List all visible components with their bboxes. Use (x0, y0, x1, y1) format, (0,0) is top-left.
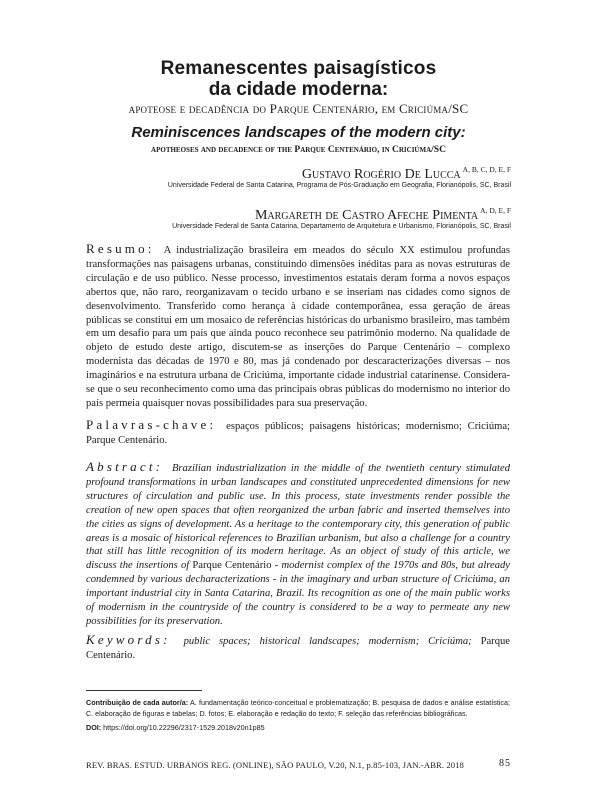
resumo-text: A industrialização brasileira em meados do século XX estimulou profundas transformações nas paisagens urbanas, constituindo dimensões inéditas para as novas estruturas de circulação e de uso público. Nesse processo, investimentos estatais deram forma a novos espaços abertos que, não raro, reorganizavam o tecido urbano e se inseriam nas cidades como signos de desenvolvimento. Transferido como herança à cidade contemporânea, essa geração de áreas públicas se constitui em um mosaico de referências históricas do urbanismo brasileiro, mas também em um desafio para um país que ainda pouco reconhece seu patrimônio moderno. Na qualidade de objeto de estudo deste artigo, discutem-se as inserções do Parque Centenário – complexo modernista das décadas de 1970 e 80, mas já condenado por descaracterizações diversas – nos imaginários e na estrutura urbana de Criciúma, importante cidade industrial catarinense. Considera-se que o seu reconhecimento como uma das principais obras públicas do modernismo no interior do país permeia quaisquer novas possibilidades para sua preservação. (86, 245, 510, 409)
footnote-divider (86, 690, 202, 691)
author-2 (255, 206, 511, 224)
author-1 (302, 165, 511, 183)
english-subtitle: apotheoses and decadence of the Parque Centenário, in Criciúma/SC (151, 145, 446, 155)
keywords-section (86, 633, 510, 663)
abstract-text-end: - modernist complex of the 1970s and 80s, but already condemned by various decharacterizations - in the imaginary and urban structure of Criciúma, an important industrial city in Santa Catarina, Brazil. Its recognition as one of the main public works of modernism in the countryside of the country is considered to be a way to permeate any new possibilities for its preservation. (86, 560, 510, 627)
doi (86, 723, 265, 732)
abstract-label: Abstract: (86, 459, 164, 474)
keywords-text: public spaces; historical landscapes; modernism; Criciúma; (183, 636, 472, 647)
contrib-text: A. fundamentação teórico-conceitual e problematização; B. pesquisa de dados e análise estatística; C. elaboração de figuras e tabelas; D. fotos; E. elaboração e redação do texto; F. seleção das referências bibliográficas. (86, 698, 510, 718)
author-1-affiliation: Universidade Federal de Santa Catarina, Programa de Pós-Graduação em Geografia, Florianópolis, SC, Brasil (167, 182, 511, 189)
keywords-label: Keywords: (86, 632, 171, 647)
author-name: Margareth de Castro Afeche Pimenta (254, 208, 479, 223)
abstract-text: Brazilian industrialization in the middle of the twentieth century stimulated profound transformations in urban landscapes and constituted unprecedented dimensions for new structures of circulation and public use. In this process, state investments render possible the creation of new open spaces that often reorganized the urban fabric and inserted themselves into the cities as signs of development. As a heritage to the contemporary city, this generation of public areas is a mosaic of historical references to Brazilian urbanism, but also a challenge for a country that still has little recognition of its modern heritage. As an object of study of this article, we discuss the insertions of (86, 463, 510, 572)
contrib-label: Contribuição de cada autor/a: (86, 698, 189, 707)
palavras-chave-section (86, 418, 510, 448)
abstract-text-plain: Parque Centenário (192, 560, 272, 572)
english-title: Reminiscences landscapes of the modern city: (131, 124, 466, 141)
subtitle: apoteose e decadência do Parque Centenário, em Criciúma/SC (128, 101, 469, 116)
abstract-section (86, 460, 510, 629)
resumo-label: Resumo: (86, 241, 155, 256)
journal-citation: REV. BRAS. ESTUD. URBANOS REG. (ONLINE), SÃO PAULO, V.20, N.1, p.85-103, JAN.-ABR. 2018 (86, 760, 464, 770)
doi-label: DOI: (86, 723, 102, 732)
author-marks: A, B, C, D, E, F (462, 165, 511, 174)
palavras-chave-label: Palavras-chave: (86, 417, 217, 432)
page-number: 85 (499, 758, 511, 769)
author-2-affiliation: Universidade Federal de Santa Catarina, Departamento de Arquitetura e Urbanismo, Florianópolis, SC, Brasil (172, 223, 511, 230)
resumo-section (86, 242, 510, 411)
author-name: Gustavo Rogério De Lucca (301, 167, 461, 182)
author-marks: A, D, E, F (480, 206, 511, 215)
doi-link[interactable]: https://doi.org/10.22296/2317-1529.2018v20n1p85 (103, 723, 265, 732)
author-contributions (86, 698, 510, 719)
title-line-1: Remanescentes paisagísticos (160, 58, 437, 79)
keywords-text-plain: Parque Centenário. (86, 636, 510, 661)
palavras-chave-text: espaços públicos; paisagens históricas; modernismo; Criciúma; Parque Centenário. (86, 421, 511, 446)
title-line-2: da cidade moderna: (208, 79, 389, 100)
